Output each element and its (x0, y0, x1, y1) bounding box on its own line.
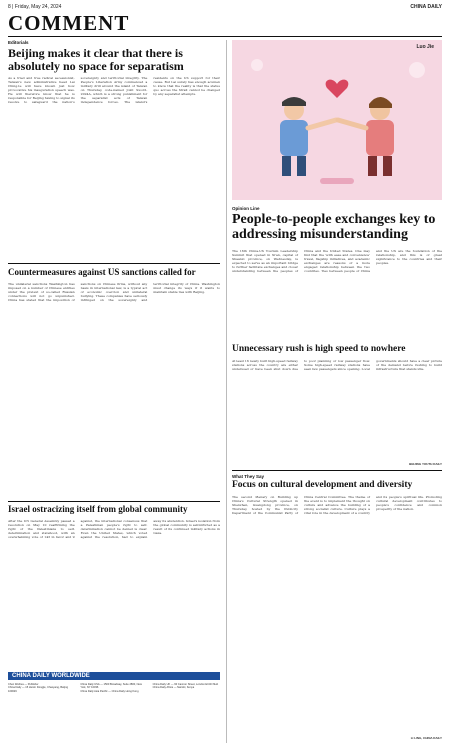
feature-byline: LI LING, CHINA DAILY (410, 736, 442, 740)
office-entry: China Daily UK — 90 Cannon Street, London EC4N 6HA (152, 683, 219, 686)
feature-headline: Focus on cultural development and diversity (232, 480, 413, 490)
header-rule (8, 36, 442, 37)
feature-body: The second Plenary on Building up China's Cultural Strength opened in Shenzhen, Guangdong province, on Thursday, hosted by the Publicity Department of the Communist Party of China Central Committee. The theme of the event is to implement the thought on culture and advance the building of a strong socialist culture. Culture plays a vital role in the development of a country and its people's spiritual life. Promoting cultural development contributes to people's confidence and common prosperity of the nation. (232, 495, 442, 515)
office-entry: Chen Weihua — Publisher (8, 683, 39, 686)
office-entry: China Daily — 15 Huixin Dongjie, Chaoyang, Beijing 100029 (8, 686, 69, 693)
lead-editorial-headline: Beijing makes it clear that there is absolutely no space for separatism (8, 46, 184, 73)
second-opinion-headline: Unnecessary rush is high speed to nowhere (232, 344, 406, 354)
office-entry: China Daily Africa — Nairobi, Kenya (152, 686, 195, 690)
feature-label: What They Say (232, 474, 265, 479)
opinion-body: The 16th China-US Tourism Leadership Summit that opened in Xi'an, capital of Shaanxi province, on Wednesday, is expected to serve as an important bridge to further facilitate exchanges and closer understanding between the peoples of China and the United States. One may find that the 'with ease and convenience' travel, flagship initiatives, and academic exchanges are reasons of a more engaged relationship between the two countries. Ties between people of China and the US are the foundation of the relationship, and this is of great significance to the countries and their peoples. (232, 249, 442, 273)
opinion-label: Opinion Line (232, 206, 260, 211)
section-title: COMMENT (8, 11, 130, 35)
masthead-offices (8, 683, 220, 743)
masthead-brand-bar: CHINA DAILY WORLDWIDE (8, 672, 220, 680)
editorial-divider-2 (8, 501, 220, 502)
opinion-headline: People-to-people exchanges key to addressing misunderstanding (232, 212, 436, 242)
second-opinion-byline: BEIJING YOUTH DAILY (409, 462, 442, 466)
editorials-label: Editorials (8, 40, 29, 45)
lead-editorial-body: As a tried and true radical secessionist, Taiwan's new administrative head Lai Ching-te will have known just how provocative his inauguration speech was. He will therefore know that he is responsible for Beijing having to signal its resolve to safeguard the nation's sovereignty and territorial integrity. The People's Liberation Army commenced a military drill around the island of Taiwan on Thursday, code-named Joint Sword-2024A, which is a strong punishment for the separatist acts of Taiwan independence forces. The island's residents on the US support for their cause. But Lai surely has enough acumen to know that the reality is that the status quo across the Strait cannot be changed by any separatist attempts. (8, 76, 220, 104)
editorial-cartoon (232, 40, 442, 200)
cartoon-illustration (232, 40, 442, 200)
opinion-divider (232, 470, 442, 471)
second-editorial-headline: Countermeasures against US sanctions called for (8, 267, 196, 277)
newspaper-name: CHINA DAILY (410, 4, 442, 10)
third-editorial-body: After the UN General Assembly passed a resolution on May 10 reaffirming the right of the Palestinians to self-determination and statehood, with an overwhelming vote of 143 in favor and 9 against, the international consensus that a Palestinian people's right to self-determination cannot be denied is clear. Even the United States, which voted against the resolution, had to explain away its abstention. Israel's isolation from the global community is self-inflicted as a result of its continued military actions in Gaza. (8, 519, 220, 539)
page-info: 8 | Friday, May 24, 2024 (8, 4, 62, 10)
column-divider (226, 40, 227, 743)
second-opinion-body: At least 16 newly built high-speed railway stations across the country are either underused or have been shut down due to poor planning or low passenger flow. Some high-speed railway stations have seen few passengers since opening. Local governments should have a clear picture of the demand before rushing to build infrastructure that stands idle. (232, 359, 442, 371)
editorial-divider-1 (8, 263, 220, 264)
office-entry: China Daily Asia Pacific — China Daily Hong Kong (80, 689, 139, 693)
office-entry: China Daily USA — 1500 Broadway, Suite 2800, New York, NY 10036 (80, 683, 142, 690)
second-editorial-body: The unilateral sanctions Washington has imposed on a number of Chinese entities under the pretext of so-called Russian connections will not go unpunished. China has stated that the imposition of sanctions on Chinese firms, without any basis in international law, is a typical act of economic coercion and unilateral bullying. These companies have seriously infringed on the sovereignty and territorial integrity of China. Washington must change its ways if it wants to maintain stable ties with Beijing. (8, 282, 220, 302)
cartoonist-name: Luo Jie (416, 44, 434, 50)
third-editorial-headline: Israel ostracizing itself from global community (8, 504, 188, 514)
